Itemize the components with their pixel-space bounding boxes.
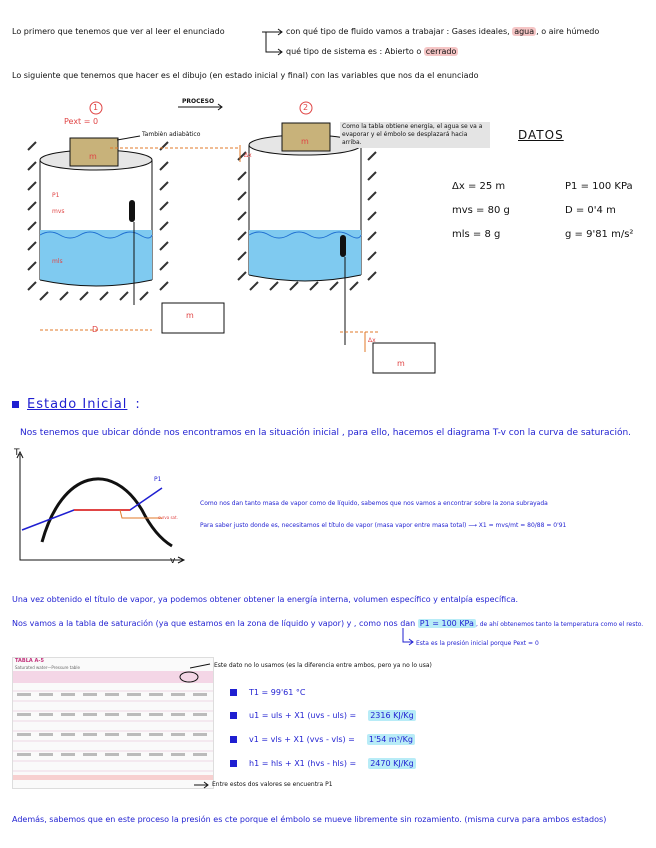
used-note: Este dato no lo usamos (es la diferencia entre ambos, pero ya no lo usa) — [214, 662, 432, 669]
result-u1: u1 = uls + X1 (uvs - uls) = 2316 KJ/Kg — [230, 710, 416, 721]
footer-note: Además, sabemos que en este proceso la presión es cte porque el émbolo se mueve libremente sin rozamiento. (misma curva para ambos estados) — [12, 815, 607, 824]
adiabatic-label: Tambièn adiabàtico — [142, 131, 201, 138]
estado-text-1: Como nos dan tanto masa de vapor como de líquido, sabemos que nos vamos a encontrar sobre la zona subrayada — [200, 500, 548, 507]
process-note: Como la tabla obtiene energía, el agua se va a evaporar y el émbolo se desplazará hacia arriba. — [340, 122, 490, 148]
estado-text-3: Una vez obtenido el título de vapor, ya podemos obtener obtener la energía interna, volumen específico y entalpía específica. — [12, 595, 519, 604]
datos-title: DATOS — [518, 128, 564, 142]
mls-label: mls — [52, 258, 63, 265]
dato-d: D = 0'4 m — [565, 205, 616, 216]
estado-inicial-heading — [12, 397, 141, 412]
intro-line-2: Lo siguiente que tenemos que hacer es el dibujo (en estado inicial y final) con las variables que nos da el enunciado — [12, 71, 479, 80]
p1-label: P1 — [52, 192, 60, 199]
between-note: Entre estos dos valores se encuentra P1 — [212, 781, 333, 788]
state1-number: 1 — [93, 103, 99, 112]
estado-intro: Nos tenemos que ubicar dónde nos encontramos en la situación inicial , para ello, hacemos el diagrama T-v con la curva de saturación. — [20, 428, 632, 438]
dato-g: g = 9'81 m/s² — [565, 229, 634, 240]
mass-label-2: m — [301, 137, 309, 146]
dx-label-top: Δx — [244, 152, 252, 159]
tv-diagram — [12, 450, 192, 568]
branch-fluid: con qué tipo de fluido vamos a trabajar : Gases ideales, agua , o aire húmedo — [286, 27, 600, 36]
estado-text-4: Nos vamos a la tabla de saturación (ya que estamos en la zona de líquido y vapor) y , como nos dan P1 = 100 KPa , de ahí obtenemos tanto la temperatura como el resto. — [12, 619, 644, 628]
d-label: D — [92, 325, 99, 334]
mass-label-4: m — [397, 359, 405, 368]
mvs-label: mvs — [52, 208, 65, 215]
estado-text-2: Para saber justo donde es, necesitamos el título de vapor (masa vapor entre masa total) ⟶ X1 = mvs/mt = 80/88 = 0'91 — [200, 522, 567, 529]
between-note-arrow — [194, 780, 210, 790]
pext-label: Pext = 0 — [64, 117, 99, 126]
t-axis-label: T — [14, 448, 20, 458]
mass-label-3: m — [186, 311, 194, 320]
dato-mls: mls = 8 g — [452, 229, 501, 240]
dx-label-bottom: Δx — [368, 337, 376, 344]
p1-curve-label: P1 — [154, 476, 162, 483]
dato-p1: P1 = 100 KPa — [565, 181, 633, 192]
estado-text-5: Esta es la presión inicial porque Pext = 0 — [416, 640, 539, 647]
branch-system: qué tipo de sistema es : Abierto o cerrado — [286, 47, 457, 56]
section-colon: : — [135, 397, 141, 412]
table-subtitle: Saturated water—Pressure table — [15, 665, 80, 670]
result-h1: h1 = hls + X1 (hvs - hls) = 2470 KJ/Kg — [230, 758, 416, 769]
table-title: TABLA A-5 — [15, 658, 44, 664]
v-axis-label: v — [170, 556, 176, 566]
result-v1: v1 = vls + X1 (vvs - vls) = 1'54 m³/Kg — [230, 734, 415, 745]
used-note-arrow — [190, 660, 212, 674]
state2-number: 2 — [303, 103, 309, 112]
dato-mvs: mvs = 80 g — [452, 205, 510, 216]
section-title: Estado Inicial — [27, 397, 128, 412]
text5-arrow — [400, 628, 414, 648]
mass-label-1: m — [89, 152, 97, 161]
result-t1: T1 = 99'61 °C — [230, 687, 305, 698]
branch-arrows — [262, 28, 284, 58]
intro-line-1: Lo primero que tenemos que ver al leer el enunciado — [12, 27, 225, 36]
saturation-table — [12, 657, 214, 789]
dato-dx: Δx = 25 m — [452, 181, 506, 192]
table-grid — [13, 671, 213, 781]
heading-bullet — [12, 401, 19, 408]
process-label: PROCESO — [182, 98, 215, 105]
iso-label: curva sat. — [158, 515, 178, 520]
